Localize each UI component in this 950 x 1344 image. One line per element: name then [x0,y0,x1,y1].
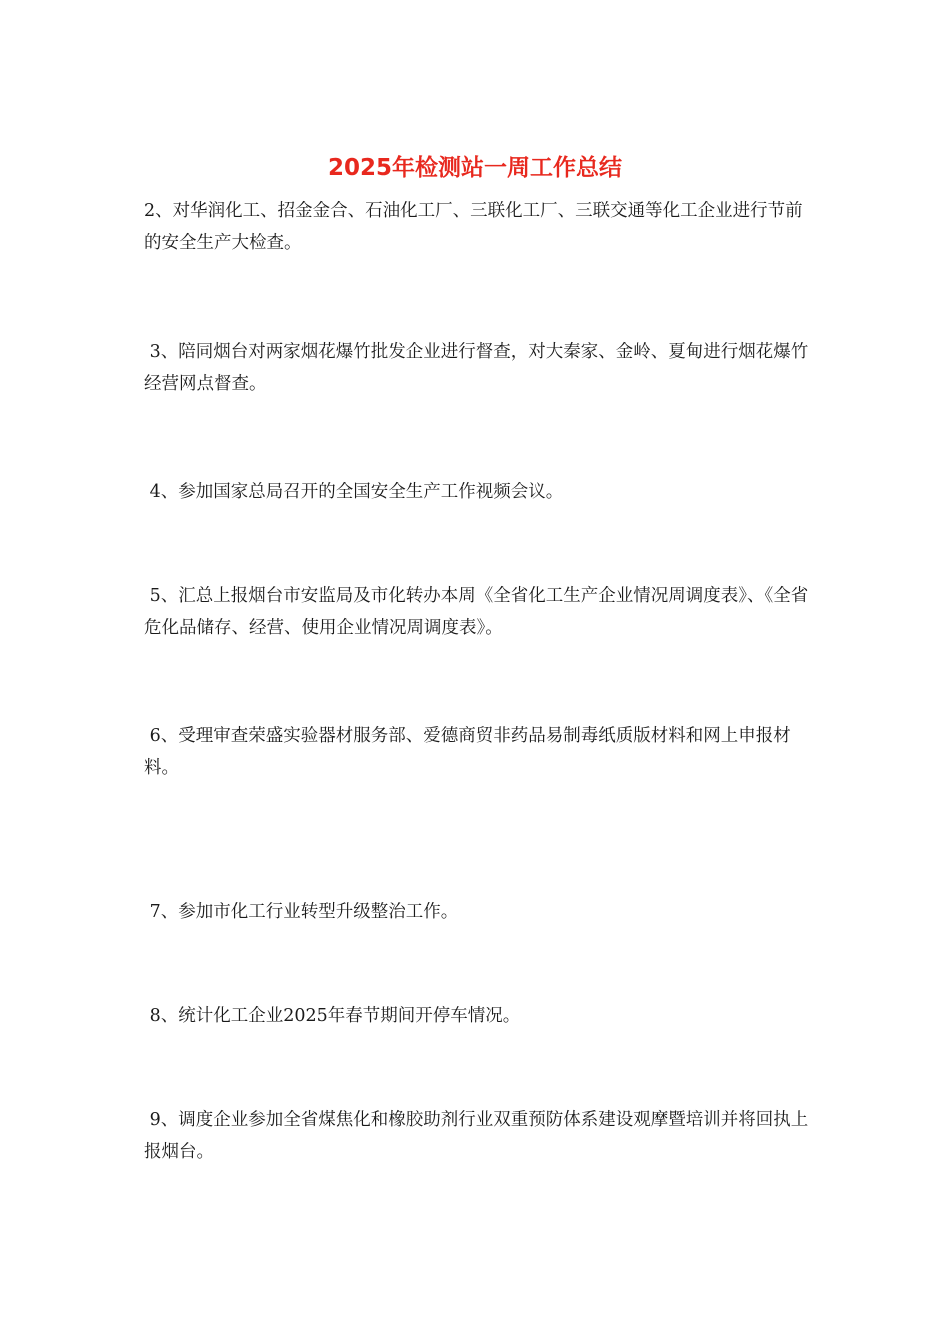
paragraph-item-4: 4、参加国家总局召开的全国安全生产工作视频会议。 [144,482,564,502]
document-title: 2025年检测站一周工作总结 [327,155,622,181]
paragraph-item-2: 2、对华润化工、招金金合、石油化工厂、三联化工厂、三联交通等化工企业进行节前的安全生产大检查。 [144,201,803,253]
paragraph-item-3: 3、陪同烟台对两家烟花爆竹批发企业进行督查，对大秦家、金岭、夏甸进行烟花爆竹经营网点督查。 [144,342,809,394]
paragraph-item-9: 9、调度企业参加全省煤焦化和橡胶助剂行业双重预防体系建设观摩暨培训并将回执上报烟台。 [144,1110,809,1162]
paragraph-item-6: 6、受理审查荣盛实验器材服务部、爱德商贸非药品易制毒纸质版材料和网上申报材料。 [144,726,791,778]
paragraph-item-8: 8、统计化工企业2025年春节期间开停车情况。 [144,1006,521,1026]
paragraph-item-5: 5、汇总上报烟台市安监局及市化转办本周《全省化工生产企业情况周调度表》、《全省危化品储存、经营、使用企业情况周调度表》。 [144,586,809,638]
paragraph-item-7: 7、参加市化工行业转型升级整治工作。 [144,902,459,922]
